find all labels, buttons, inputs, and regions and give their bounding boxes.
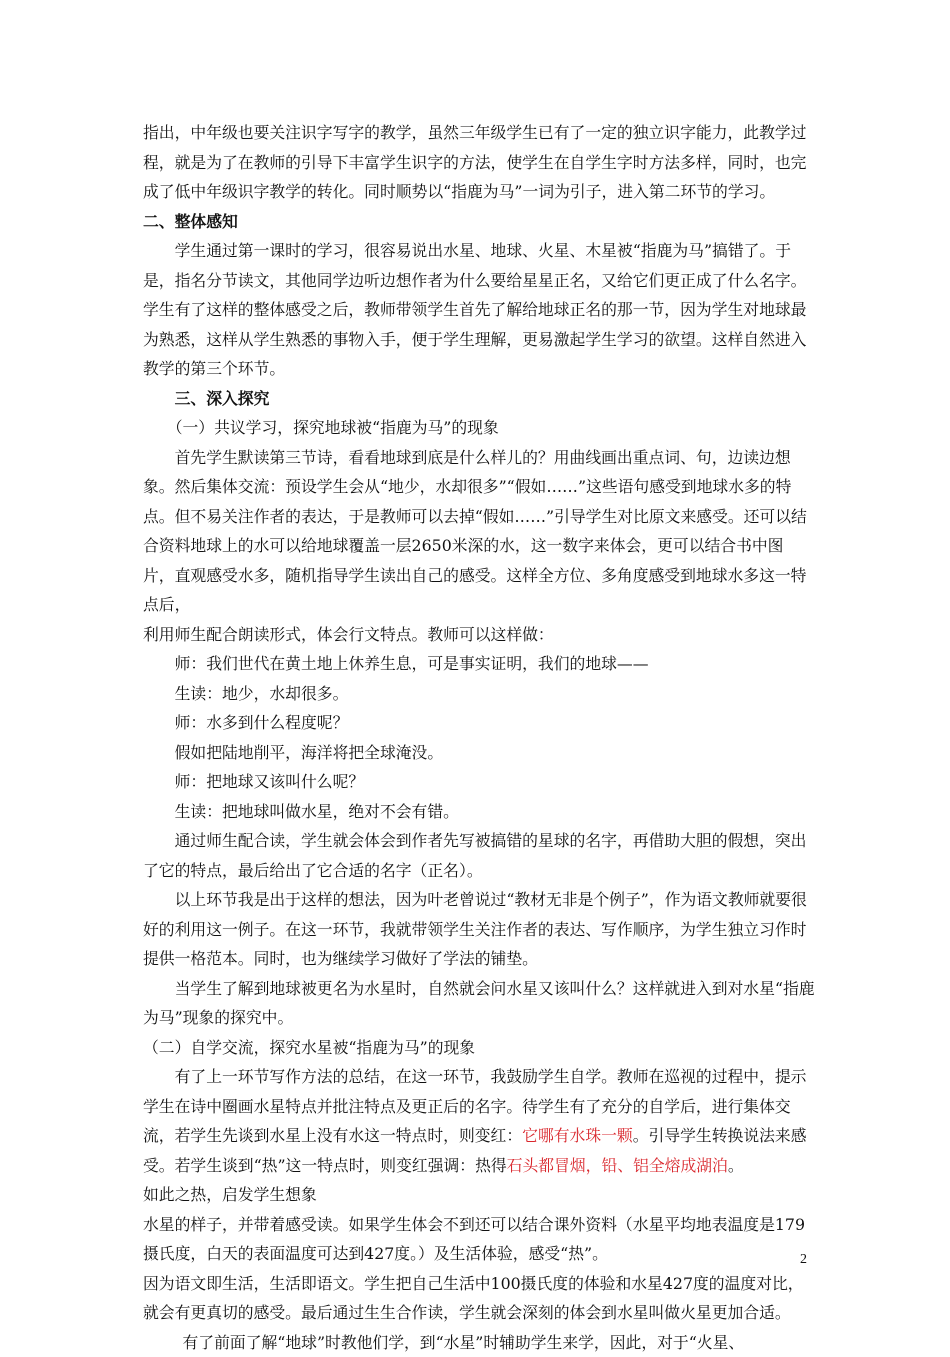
dialogue-line: 假如把陆地削平，海洋将把全球淹没。: [143, 738, 815, 768]
paragraph: 以上环节我是出于这样的想法，因为叶老曾说过“教材无非是个例子”，作为语文教师就要很好的利用这一例子。在这一环节，我就带领学生关注作者的表达、写作顺序，为学生独立习作时提供一格范本。同时，也为继续学习做好了学法的铺垫。: [143, 885, 815, 974]
paragraph: 利用师生配合朗读形式，体会行文特点。教师可以这样做：: [143, 620, 815, 650]
subsection-heading: （二）自学交流，探究水星被“指鹿为马”的现象: [143, 1033, 815, 1063]
document-body: [143, 118, 815, 1357]
paragraph: 通过师生配合读，学生就会体会到作者先写被搞错的星球的名字，再借助大胆的假想，突出了它的特点，最后给出了它合适的名字（正名）。: [143, 826, 815, 885]
dialogue-line: 师：水多到什么程度呢？: [143, 708, 815, 738]
section-heading: 三、深入探究: [143, 384, 815, 414]
paragraph: 如此之热，启发学生想象: [143, 1180, 815, 1210]
paragraph: 因为语文即生活，生活即语文。学生把自己生活中100摄氏度的体验和水星427度的温度对比，就会有更真切的感受。最后通过生生合作读，学生就会深刻的体会到水星叫做火星更加合适。: [143, 1269, 815, 1328]
dialogue-line: 生读：把地球叫做水星，绝对不会有错。: [143, 797, 815, 827]
dialogue-line: 师：把地球又该叫什么呢？: [143, 767, 815, 797]
page-number: 2: [800, 1252, 807, 1268]
paragraph: 学生通过第一课时的学习，很容易说出水星、地球、火星、木星被“指鹿为马”搞错了。于是，指名分节读文，其他同学边听边想作者为什么要给星星正名，又给它们更正成了什么名字。学生有了这样的整体感受之后，教师带领学生首先了解给地球正名的那一节，因为学生对地球最为熟悉，这样从学生熟悉的事物入手，便于学生理解，更易激起学生学习的欲望。这样自然进入教学的第三个环节。: [143, 236, 815, 384]
section-heading: 二、整体感知: [143, 207, 815, 237]
paragraph: 水星的样子，并带着感受读。如果学生体会不到还可以结合课外资料（水星平均地表温度是179摄氏度，白天的表面温度可达到427度。）及生活体验，感受“热”。: [143, 1210, 815, 1269]
paragraph: 当学生了解到地球被更名为水星时，自然就会问水星又该叫什么？这样就进入到对水星“指鹿为马”现象的探究中。: [143, 974, 815, 1033]
paragraph: 有了前面了解“地球”时教他们学，到“水星”时辅助学生来学，因此，对于“火星、: [143, 1328, 815, 1357]
subsection-heading: （一）共议学习，探究地球被“指鹿为马”的现象: [143, 413, 815, 443]
highlighted-text: 它哪有水珠一颗: [522, 1126, 633, 1145]
paragraph: 指出，中年级也要关注识字写字的教学，虽然三年级学生已有了一定的独立识字能力，此教学过程，就是为了在教师的引导下丰富学生识字的方法，使学生在自学生字时方法多样，同时，也完成了低中年级识字教学的转化。同时顺势以“指鹿为马”一词为引子，进入第二环节的学习。: [143, 118, 815, 207]
highlighted-text: 石头都冒烟，铅、铝全熔成湖泊: [507, 1156, 728, 1175]
dialogue-line: 师：我们世代在黄土地上休养生息，可是事实证明，我们的地球——: [143, 649, 815, 679]
paragraph: 首先学生默读第三节诗，看看地球到底是什么样儿的？用曲线画出重点词、句，边读边想象。然后集体交流：预设学生会从“地少，水却很多”“假如……”这些语句感受到地球水多的特点。但不易关注作者的表达，于是教师可以去掉“假如……”引导学生对比原文来感受。还可以结合资料地球上的水可以给地球覆盖一层2650米深的水，这一数字来体会，更可以结合书中图片，直观感受水多，随机指导学生读出自己的感受。这样全方位、多角度感受到地球水多这一特点后，: [143, 443, 815, 620]
text-run: 。: [728, 1156, 744, 1175]
dialogue-line: 生读：地少，水却很多。: [143, 679, 815, 709]
text-run: 。引导学生转换说法来感受。若学生谈到“热”这一特点时，则变红强调：热得: [143, 1126, 807, 1175]
paragraph-with-highlights: [143, 1062, 815, 1180]
text-run: 有了上一环节写作方法的总结，在这一环节，我鼓励学生自学。教师在巡视的过程中，提示学生在诗中圈画水星特点并批注特点及更正后的名字。待学生有了充分的自学后，进行集体交流，若学生先谈到水星上没有水这一特点时，则变红：: [143, 1067, 806, 1145]
